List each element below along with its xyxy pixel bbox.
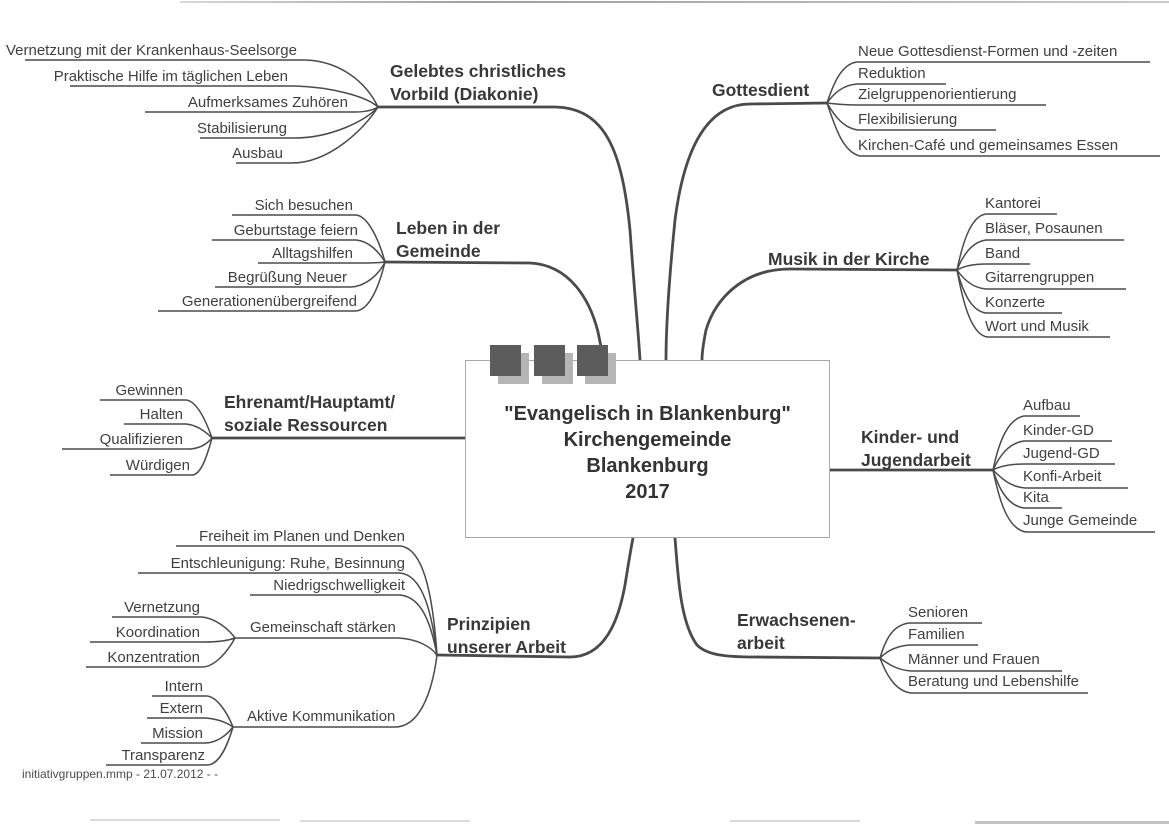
- map-item: Praktische Hilfe im täglichen Leben: [53, 68, 288, 85]
- topic-line: Prinzipien: [447, 614, 531, 634]
- map-item: Senioren: [908, 604, 969, 621]
- map-item: Bläser, Posaunen: [985, 220, 1103, 237]
- subtopic-aktive-kommunikation: Aktive Kommunikation: [247, 708, 396, 725]
- topic-line: Leben in der: [396, 218, 501, 238]
- topic-kinder: [861, 426, 971, 472]
- topic-line: soziale Ressourcen: [224, 415, 388, 435]
- subtopic-line-gemeinschaft: [235, 638, 437, 655]
- map-item: Flexibilisierung: [858, 111, 958, 128]
- map-item: Reduktion: [858, 65, 926, 82]
- topic-line: Gemeinde: [396, 241, 481, 261]
- topic-leben: [396, 217, 500, 263]
- map-item: Aufbau: [1023, 397, 1071, 414]
- topic-line: Gottesdient: [712, 80, 810, 100]
- map-item: Zielgruppenorientierung: [858, 86, 1017, 103]
- branch-line-musik: [702, 269, 957, 360]
- topic-line: Erwachsenen-: [737, 610, 856, 630]
- topic-ehrenamt: [224, 391, 395, 437]
- file-note: initiativgruppen.mmp - 21.07.2012 - -: [22, 767, 219, 781]
- map-item: Gewinnen: [115, 382, 183, 399]
- central-topic-line: Blankenburg: [586, 455, 709, 477]
- map-item: Alltagshilfen: [272, 245, 353, 262]
- map-item: Band: [985, 245, 1021, 262]
- map-item: Intern: [164, 678, 203, 695]
- central-topic-line: 2017: [625, 481, 670, 503]
- decorative-square-icon: [577, 345, 608, 376]
- topic-diakonie: [390, 60, 566, 106]
- map-item: Extern: [159, 700, 203, 717]
- map-item: Junge Gemeinde: [1023, 512, 1138, 529]
- map-item: Kinder-GD: [1023, 422, 1094, 439]
- decorative-square-icon: [490, 345, 521, 376]
- map-item: Würdigen: [125, 457, 190, 474]
- map-item: Konzentration: [107, 649, 200, 666]
- map-item: Jugend-GD: [1023, 445, 1100, 462]
- map-item: Mission: [152, 725, 203, 742]
- map-item: Kirchen-Café und gemeinsames Essen: [858, 137, 1119, 154]
- map-item: Entschleunigung: Ruhe, Besinnung: [170, 555, 405, 572]
- central-topic: [465, 360, 830, 538]
- map-item: Begrüßung Neuer: [227, 269, 347, 286]
- map-item: Kita: [1023, 489, 1049, 506]
- topic-line: Jugendarbeit: [861, 450, 971, 470]
- topic-erwachsene: [737, 609, 856, 655]
- topic-line: Gelebtes christliches: [390, 61, 567, 81]
- topic-line: Vorbild (Diakonie): [390, 84, 539, 104]
- map-item: Halten: [139, 406, 183, 423]
- map-item: Stabilisierung: [196, 120, 287, 137]
- map-item: Männer und Frauen: [908, 651, 1040, 668]
- item-line: [957, 240, 1124, 270]
- map-item: Vernetzung mit der Krankenhaus-Seelsorge: [5, 42, 297, 59]
- topic-gottesdienst: [712, 79, 809, 102]
- map-item: Konfi-Arbeit: [1023, 468, 1102, 485]
- branch-line-gottesdienst: [666, 103, 827, 360]
- topic-line: unserer Arbeit: [447, 637, 566, 657]
- map-item: Familien: [908, 626, 965, 643]
- topic-line: Musik in der Kirche: [768, 249, 930, 269]
- map-item: Aufmerksames Zuhören: [187, 94, 348, 111]
- map-item: Qualifizieren: [99, 431, 183, 448]
- map-item: Wort und Musik: [985, 318, 1089, 335]
- map-item: Kantorei: [985, 195, 1041, 212]
- topic-prinzipien: [447, 613, 566, 659]
- map-item: Neue Gottesdienst-Formen und -zeiten: [858, 43, 1118, 60]
- map-item: Gitarrengruppen: [985, 269, 1095, 286]
- map-item: Geburtstage feiern: [233, 222, 358, 239]
- decorative-square-icon: [534, 345, 565, 376]
- map-item: Generationenübergreifend: [181, 293, 357, 310]
- central-topic-line: Kirchengemeinde: [563, 429, 732, 451]
- map-item: Transparenz: [121, 747, 205, 764]
- map-item: Ausbau: [232, 145, 283, 162]
- central-topic-line: "Evangelisch in Blankenburg": [504, 403, 791, 425]
- map-item: Beratung und Lebenshilfe: [908, 673, 1079, 690]
- map-item: Niedrigschwelligkeit: [273, 577, 405, 594]
- topic-line: arbeit: [737, 633, 785, 653]
- topic-musik: [768, 248, 929, 271]
- map-item: Koordination: [115, 624, 200, 641]
- map-item: Sich besuchen: [254, 197, 353, 214]
- item-line: [258, 262, 385, 263]
- topic-line: Ehrenamt/Hauptamt/: [224, 392, 396, 412]
- item-line: [827, 103, 1046, 105]
- topic-line: Kinder- und: [861, 427, 960, 447]
- map-item: Vernetzung: [124, 599, 200, 616]
- map-item: Freiheit im Planen und Denken: [199, 528, 405, 545]
- map-item: Konzerte: [985, 294, 1046, 311]
- subtopic-gemeinschaft: Gemeinschaft stärken: [250, 619, 396, 636]
